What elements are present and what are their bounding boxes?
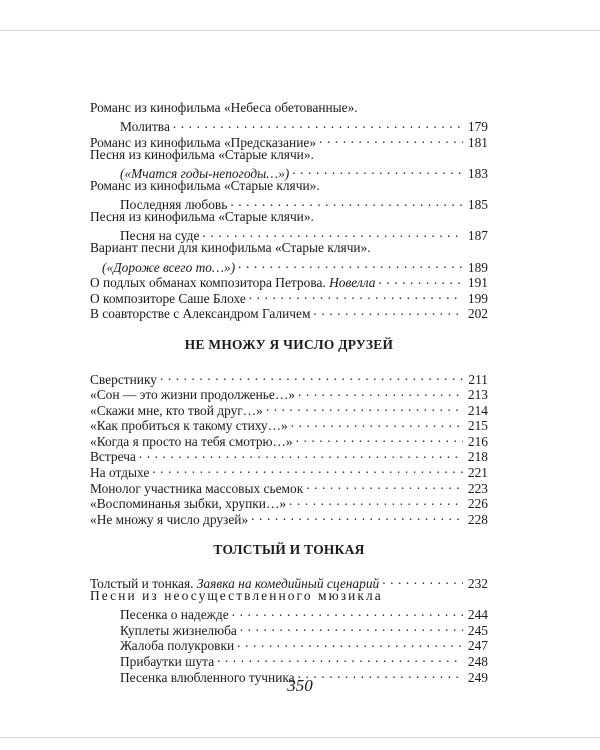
toc-entry-genre: Новелла [329, 275, 376, 291]
toc-entry-heading: Песня из кинофильма «Старые клячи». [90, 146, 314, 162]
toc-entry-title: Сверстнику [90, 371, 157, 387]
leader-dots [160, 368, 463, 384]
toc-heading-line [90, 100, 488, 116]
leader-dots [251, 508, 463, 524]
leader-dots [306, 477, 463, 493]
toc-entry-page: 179 [467, 119, 488, 135]
toc-entry-title: «Скажи мне, кто твой друг…» [90, 402, 263, 418]
toc-entry-page: 245 [467, 622, 488, 638]
toc-entry-page: 211 [468, 371, 488, 387]
toc-entry-page: 213 [467, 387, 488, 403]
toc-entry-heading: Вариант песни для кинофильма «Старые клячи». [90, 240, 371, 256]
toc-entry-heading: Романс из кинофильма «Небеса обетованные». [90, 100, 358, 115]
toc-entry-title: Песенка влюбленного тучника [120, 669, 295, 685]
toc-entry-title: Песенка о надежде [120, 607, 229, 623]
toc-entry-page: 247 [467, 638, 488, 654]
leader-dots [291, 415, 463, 431]
toc-entry[interactable] [90, 477, 488, 496]
toc-entry-title: Встреча [90, 449, 136, 465]
leader-dots [217, 650, 463, 666]
toc-entry-genre: Заявка на комедийный сценарий [196, 576, 380, 592]
section-title: ТОЛСТЫЙ И ТОНКАЯ [213, 541, 365, 557]
toc-entry-title: «Как пробиться к такому стиху…» [90, 418, 288, 434]
leader-dots [238, 256, 463, 272]
toc-entry-page: 191 [467, 275, 488, 291]
toc-entry-page: 249 [467, 669, 488, 685]
leader-dots [382, 572, 463, 588]
toc-entry-page: 181 [467, 134, 488, 150]
toc-heading-line [90, 147, 488, 163]
toc-entry-page: 221 [467, 465, 488, 481]
toc-entry-page: 248 [467, 654, 488, 669]
toc-entry-title: Романс из кинофильма «Предсказание» [90, 134, 317, 150]
toc-entry-title: О композиторе Саше Блохе [90, 290, 246, 306]
toc-entry-page: 216 [467, 433, 488, 449]
toc-entry-page: 228 [467, 511, 488, 527]
toc-entry-title: («Дороже всего то…») [102, 259, 236, 275]
section-spacer [90, 557, 488, 572]
toc-entry-page: 244 [467, 607, 488, 623]
toc-heading-line [90, 240, 488, 256]
leader-dots [249, 287, 463, 303]
toc-entry-title: Монолог участника массовых сьемок [90, 480, 304, 496]
toc-entry-title: Прибаутки шута [120, 654, 215, 669]
toc-entry[interactable] [90, 446, 488, 465]
leader-dots [202, 225, 463, 241]
toc-entry-page: 214 [467, 402, 488, 418]
toc-entry-title-text: О подлых обманах композитора Петрова. [90, 275, 326, 291]
toc-entry-title: «Не множу я число друзей» [90, 511, 249, 527]
toc-entry-title: Куплеты жизнелюба [120, 622, 237, 638]
leader-dots [139, 446, 463, 462]
section-spacer [90, 353, 488, 368]
toc-entry-title-text: Толстый и тонкая. [90, 576, 194, 592]
leader-dots [266, 399, 463, 415]
toc-entry[interactable] [90, 256, 488, 275]
toc-entry-title: («Мчатся годы-непогоды…») [120, 165, 290, 181]
leader-dots [292, 162, 463, 178]
toc-entry-page: 187 [467, 228, 488, 244]
toc-entry-page: 202 [467, 306, 488, 322]
leader-dots [313, 303, 463, 319]
toc-entry-title: Последняя любовь [120, 197, 228, 213]
leader-dots [232, 604, 463, 620]
toc-entry-title: «Воспоминанья зыбки, хрупки…» [90, 496, 287, 512]
page-number: 350 [287, 676, 313, 695]
toc-entry-page: 218 [467, 449, 488, 465]
leader-dots [319, 131, 463, 147]
leader-dots [240, 619, 463, 635]
leader-dots [230, 194, 463, 210]
toc-entry[interactable] [90, 604, 488, 623]
toc-entry-page: 183 [467, 165, 488, 181]
leader-dots [289, 493, 463, 509]
toc-entry-page: 199 [467, 290, 488, 306]
toc-heading-line [90, 209, 488, 225]
toc-entry-title: В соавторстве с Александром Галичем [90, 306, 311, 322]
toc-entry-heading: Песня из кинофильма «Старые клячи». [90, 209, 314, 225]
toc-entry-title: Песня на суде [120, 228, 200, 244]
toc-entry-page: 223 [467, 480, 488, 496]
toc-entry[interactable] [90, 461, 488, 481]
toc-entry[interactable] [90, 116, 488, 135]
toc-entry-title: Жалоба полукровки [120, 638, 235, 654]
toc-heading-line [90, 178, 488, 194]
toc-entry-title: На отдыхе [90, 465, 150, 481]
top-divider [0, 30, 600, 31]
toc-entry-page: 226 [467, 496, 488, 512]
leader-dots [152, 461, 463, 477]
leader-dots [173, 116, 463, 132]
bottom-divider [0, 737, 600, 738]
toc-entry[interactable] [90, 162, 488, 181]
leader-dots [237, 635, 463, 651]
leader-dots [298, 384, 463, 400]
toc-entry-heading: Романс из кинофильма «Старые клячи». [90, 177, 320, 193]
toc-entry[interactable] [90, 225, 488, 244]
toc-entry-page: 215 [467, 418, 488, 434]
section-title: НЕ МНОЖУ Я ЧИСЛО ДРУЗЕЙ [184, 337, 394, 353]
toc-entry-title: Молитва [120, 119, 170, 135]
toc-entry-title: «Сон — это жизни продолженье…» [90, 387, 295, 403]
leader-dots [378, 272, 463, 288]
table-of-contents [90, 100, 488, 685]
toc-group-heading: Песни из неосуществленного мюзикла [90, 588, 383, 604]
toc-entry[interactable] [90, 194, 488, 213]
toc-entry-title: «Когда я просто на тебя смотрю…» [90, 433, 293, 449]
toc-entry-page: 232 [467, 576, 488, 592]
toc-entry-page: 189 [467, 259, 488, 275]
leader-dots [296, 430, 463, 446]
toc-entry[interactable] [90, 368, 488, 387]
toc-entry-page: 185 [467, 197, 488, 213]
toc-entry[interactable] [90, 572, 488, 592]
